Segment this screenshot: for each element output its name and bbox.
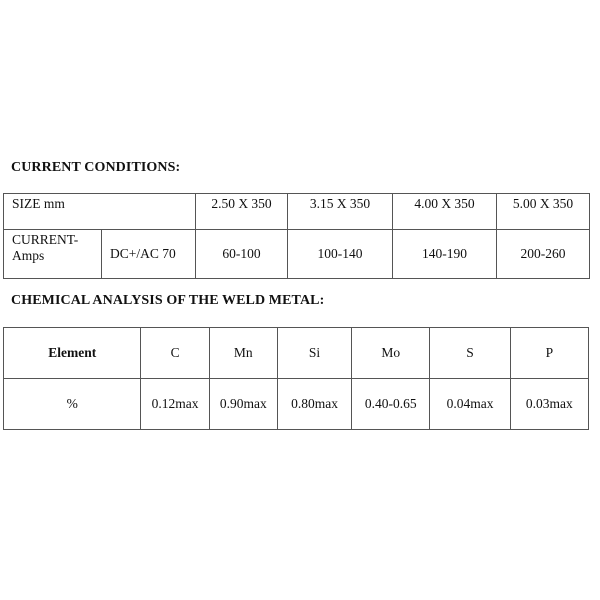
current-label-line1: CURRENT- bbox=[12, 232, 79, 247]
current-label bbox=[4, 230, 102, 279]
polarity-cell: DC+/AC 70 bbox=[102, 230, 196, 279]
current-conditions-heading: CURRENT CONDITIONS: bbox=[11, 160, 181, 175]
amps-cell: 100-140 bbox=[288, 230, 393, 279]
element-cell: Si bbox=[277, 328, 351, 379]
amps-cell: 140-190 bbox=[393, 230, 497, 279]
percent-cell: 0.90max bbox=[209, 379, 277, 430]
amps-cell: 60-100 bbox=[196, 230, 288, 279]
percent-row bbox=[4, 379, 589, 430]
current-label-line2: Amps bbox=[12, 248, 45, 263]
element-row bbox=[4, 328, 589, 379]
chemical-analysis-heading: CHEMICAL ANALYSIS OF THE WELD METAL: bbox=[11, 293, 325, 308]
percent-cell: 0.04max bbox=[430, 379, 510, 430]
current-row bbox=[4, 230, 590, 279]
size-cell: 4.00 X 350 bbox=[393, 194, 497, 230]
element-cell: S bbox=[430, 328, 510, 379]
size-cell: 2.50 X 350 bbox=[196, 194, 288, 230]
chemical-analysis-table bbox=[3, 327, 589, 430]
percent-cell: 0.12max bbox=[141, 379, 209, 430]
element-cell: Mo bbox=[352, 328, 430, 379]
current-conditions-table bbox=[3, 193, 590, 279]
percent-label: % bbox=[4, 379, 141, 430]
percent-cell: 0.40-0.65 bbox=[352, 379, 430, 430]
percent-cell: 0.80max bbox=[277, 379, 351, 430]
size-cell: 5.00 X 350 bbox=[497, 194, 590, 230]
element-label: Element bbox=[4, 328, 141, 379]
percent-cell: 0.03max bbox=[510, 379, 588, 430]
amps-cell: 200-260 bbox=[497, 230, 590, 279]
element-cell: P bbox=[510, 328, 588, 379]
size-cell: 3.15 X 350 bbox=[288, 194, 393, 230]
element-cell: Mn bbox=[209, 328, 277, 379]
element-cell: C bbox=[141, 328, 209, 379]
size-row bbox=[4, 194, 590, 230]
size-label: SIZE mm bbox=[4, 194, 196, 230]
